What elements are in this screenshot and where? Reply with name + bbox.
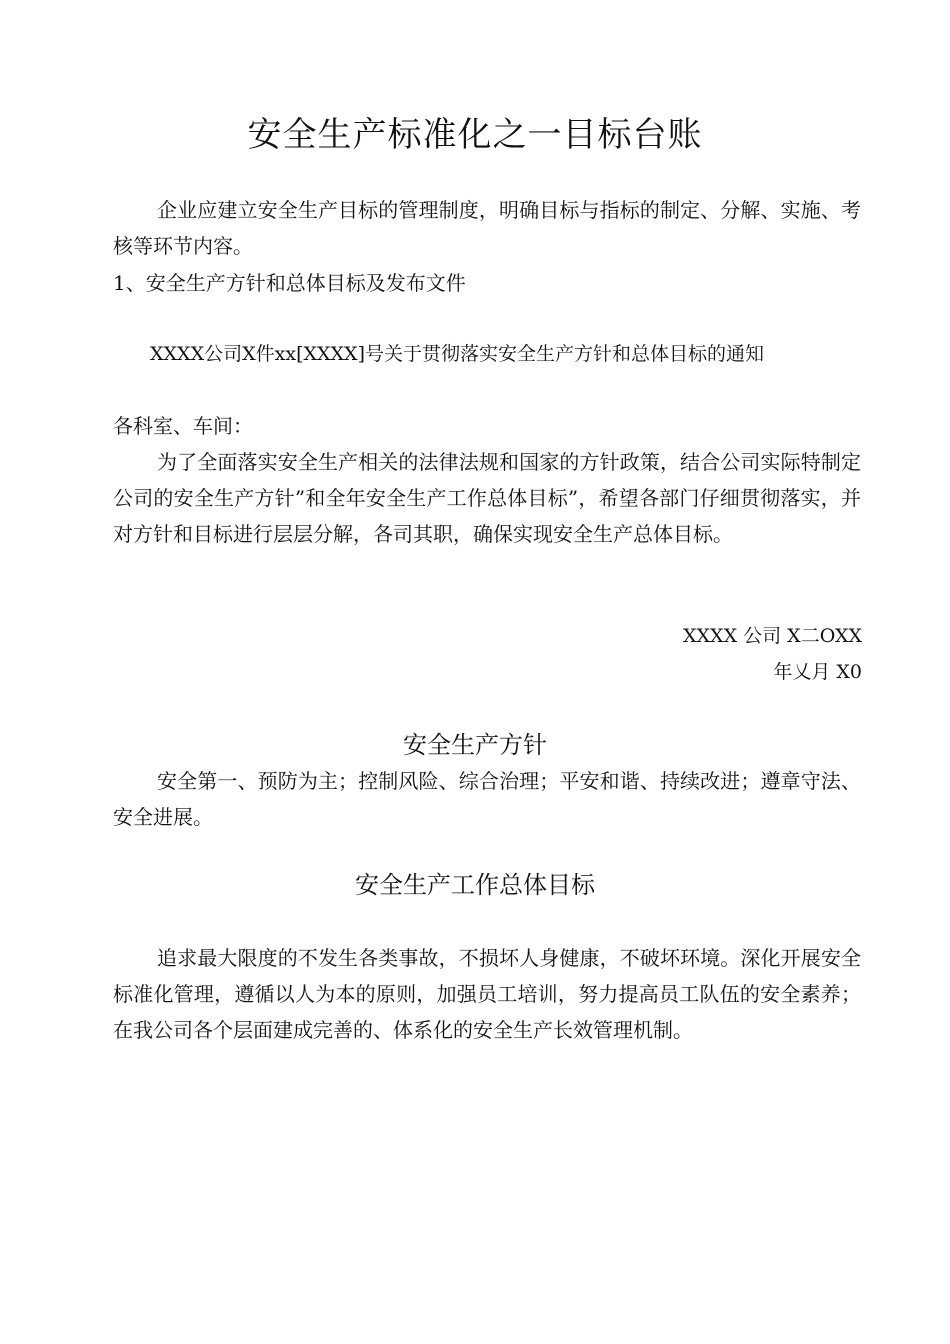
signature-date: 年乂月 X0	[773, 661, 862, 683]
intro-paragraph: 企业应建立安全生产目标的管理制度，明确目标与指标的制定、分解、实施、考核等环节内容。	[113, 198, 861, 258]
policy-heading: 安全生产方针	[403, 731, 547, 759]
section-1-heading: 1、安全生产方针和总体目标及发布文件	[113, 271, 466, 295]
target-heading: 安全生产工作总体目标	[355, 871, 595, 899]
signature-company: XXXX 公司 X二OXX	[682, 625, 862, 647]
document-title: 安全生产标准化之一目标台账	[247, 115, 703, 155]
policy-paragraph: 安全第一、预防为主；控制风险、综合治理；平安和谐、持续改进；遵章守法、安全进展。	[113, 769, 861, 829]
notice-addressee: 各科室、车间：	[113, 414, 253, 438]
target-paragraph: 追求最大限度的不发生各类事故，不损坏人身健康，不破坏环境。深化开展安全标准化管理，遵循以人为本的原则，加强员工培训，努力提高员工队伍的安全素养；在我公司各个层面建成完善的、体系化的安全生产长效管理机制。	[113, 946, 861, 1042]
notice-body-paragraph: 为了全面落实安全生产相关的法律法规和国家的方针政策，结合公司实际特制定公司的安全生产方针”和全年安全生产工作总体目标”，希望各部门仔细贯彻落实，并对方针和目标进行层层分解，各司其职，确保实现安全生产总体目标。	[113, 450, 861, 546]
notice-title: XXXX公司X件xx[XXXX]号关于贯彻落实安全生产方针和总体目标的通知	[150, 343, 764, 365]
